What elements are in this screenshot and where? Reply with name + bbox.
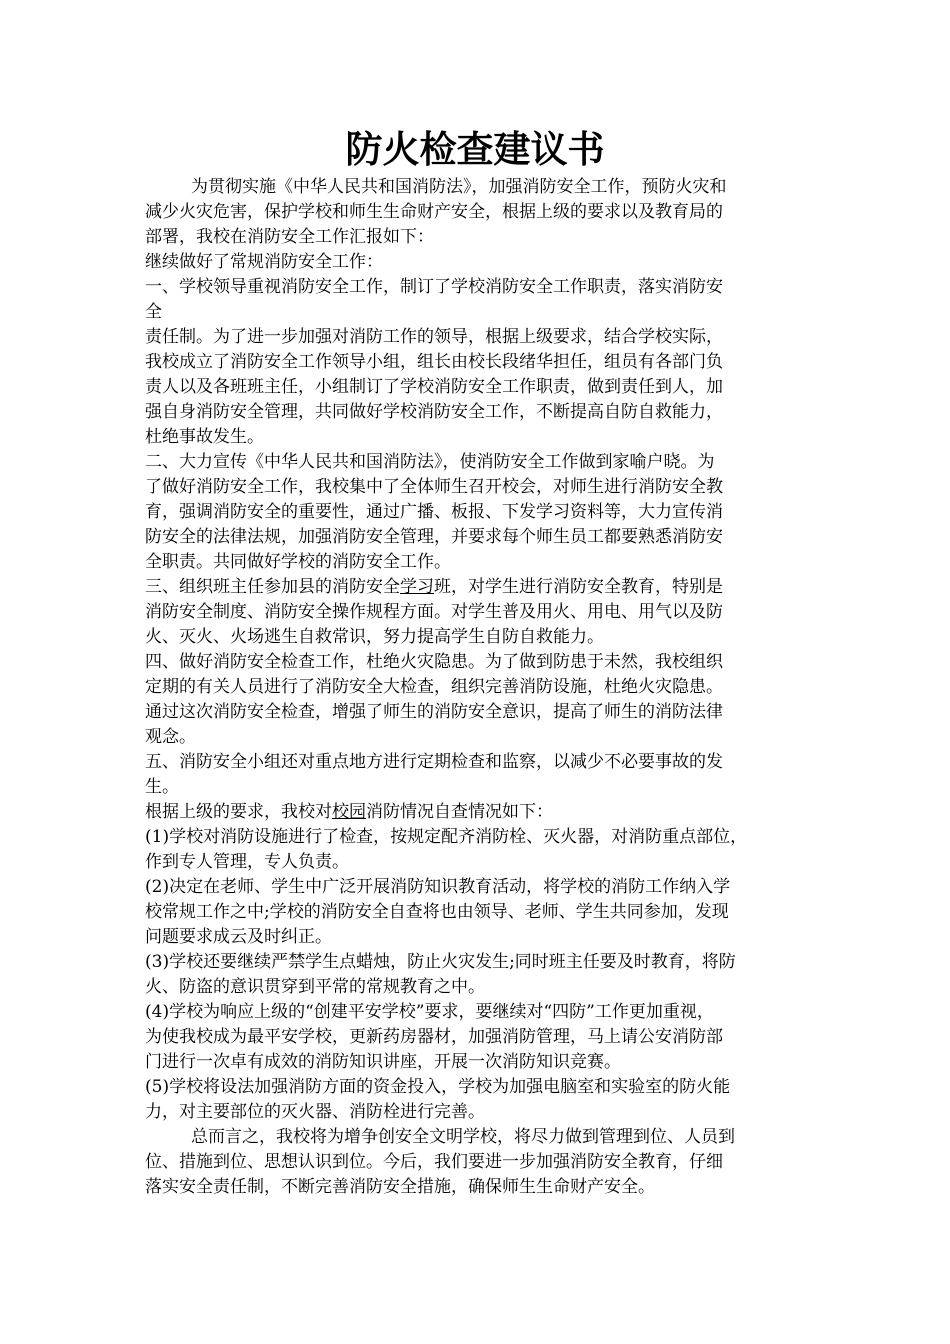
text-line: 落实安全责任制，不断完善消防安全措施，确保师生生命财产安全。 — [145, 1177, 655, 1197]
text-line: 为贯彻实施《中华人民共和国消防法》，加强消防安全工作，预防火灾和 — [191, 177, 727, 197]
text-line: 我校成立了消防安全工作领导小组，组长由校长段绪华担任，组员有各部门负 — [145, 352, 723, 372]
text-line: 观念。 — [145, 727, 196, 747]
document-body — [145, 175, 821, 1200]
text-line: (3)学校还要继续严禁学生点蜡烛，防止火灾发生;同时班主任要及时教育，将防 — [145, 952, 736, 972]
text-line: 定期的有关人员进行了消防安全大检查，组织完善消防设施，杜绝火灾隐患。 — [145, 677, 723, 697]
text-line: 通过这次消防安全检查，增强了师生的消防安全意识，提高了师生的消防法律 — [145, 702, 723, 722]
underlined-link-text: 学习 — [400, 577, 434, 597]
text-line: 杜绝事故发生。 — [145, 427, 264, 447]
text-line: 火、防盗的意识贯穿到平常的常规教育之中。 — [145, 977, 485, 997]
text-line: (1)学校对消防设施进行了检查，按规定配齐消防栓、灭火器，对消防重点部位， — [145, 827, 748, 847]
underlined-link-text: 校园 — [332, 802, 366, 822]
text-line: 门进行一次卓有成效的消防知识讲座，开展一次消防知识竞赛。 — [145, 1052, 621, 1072]
text-line: 减少火灾危害，保护学校和师生生命财产安全，根据上级的要求以及教育局的 — [145, 202, 723, 222]
text-line: 校常规工作之中;学校的消防安全自查将也由领导、老师、学生共同参加，发现 — [145, 902, 729, 922]
text-line: 生。 — [145, 777, 179, 797]
text-line: 全职责。共同做好学校的消防安全工作。 — [145, 552, 451, 572]
text-line: 责人以及各班班主任，小组制订了学校消防安全工作职责，做到责任到人，加 — [145, 377, 723, 397]
text-line: 全 — [145, 302, 162, 322]
text-line: 强自身消防安全管理，共同做好学校消防安全工作，不断提高自防自救能力， — [145, 402, 723, 422]
text-line: 二、大力宣传《中华人民共和国消防法》，使消防安全工作做到家喻户晓。为 — [145, 452, 715, 472]
text-line: (2)决定在老师、学生中广泛开展消防知识教育活动，将学校的消防工作纳入学 — [145, 877, 731, 897]
text-line: 四、做好消防安全检查工作，杜绝火灾隐患。为了做到防患于未然，我校组织 — [145, 652, 723, 672]
document-title: 防火检查建议书 — [345, 128, 605, 171]
text-line: 责任制。为了进一步加强对消防工作的领导，根据上级要求，结合学校实际， — [145, 327, 723, 347]
text-line: 火、灭火、火场逃生自救常识，努力提高学生自防自救能力。 — [145, 627, 604, 647]
text-line: 五、消防安全小组还对重点地方进行定期检查和监察，以减少不必要事故的发 — [145, 752, 723, 772]
text-segment: 班，对学生进行消防安全教育，特别是 — [434, 577, 723, 597]
text-line: 一、学校领导重视消防安全工作，制订了学校消防安全工作职责，落实消防安 — [145, 277, 723, 297]
text-line: 力，对主要部位的灭火器、消防栓进行完善。 — [145, 1102, 485, 1122]
text-line: 防安全的法律法规，加强消防安全管理，并要求每个师生员工都要熟悉消防安 — [145, 527, 723, 547]
text-line: 总而言之，我校将为增争创安全文明学校，将尽力做到管理到位、人员到 — [191, 1127, 735, 1147]
text-line: 消防安全制度、消防安全操作规程方面。对学生普及用火、用电、用气以及防 — [145, 602, 723, 622]
text-line — [145, 800, 821, 825]
text-line: 继续做好了常规消防安全工作： — [145, 252, 383, 272]
text-line: 位、措施到位、思想认识到位。今后，我们要进一步加强消防安全教育，仔细 — [145, 1152, 723, 1172]
text-line: 了做好消防安全工作，我校集中了全体师生召开校会，对师生进行消防安全教 — [145, 477, 723, 497]
text-line: 作到专人管理，专人负责。 — [145, 852, 349, 872]
text-segment: 根据上级的要求，我校对 — [145, 802, 332, 822]
text-line: (5)学校将设法加强消防方面的资金投入，学校为加强电脑室和实验室的防火能 — [145, 1077, 731, 1097]
text-line: 为使我校成为最平安学校，更新药房器材，加强消防管理，马上请公安消防部 — [145, 1027, 723, 1047]
text-line: (4)学校为响应上级的“创建平安学校”要求，要继续对“四防”工作更加重视， — [145, 1002, 714, 1022]
text-line: 问题要求成云及时纠正。 — [145, 927, 332, 947]
text-line: 育，强调消防安全的重要性，通过广播、板报、下发学习资料等，大力宣传消 — [145, 502, 723, 522]
text-segment: 三、组织班主任参加县的消防安全 — [145, 577, 400, 597]
text-line — [145, 575, 821, 600]
text-line: 部署，我校在消防安全工作汇报如下： — [145, 227, 434, 247]
text-segment: 消防情况自查情况如下： — [366, 802, 553, 822]
